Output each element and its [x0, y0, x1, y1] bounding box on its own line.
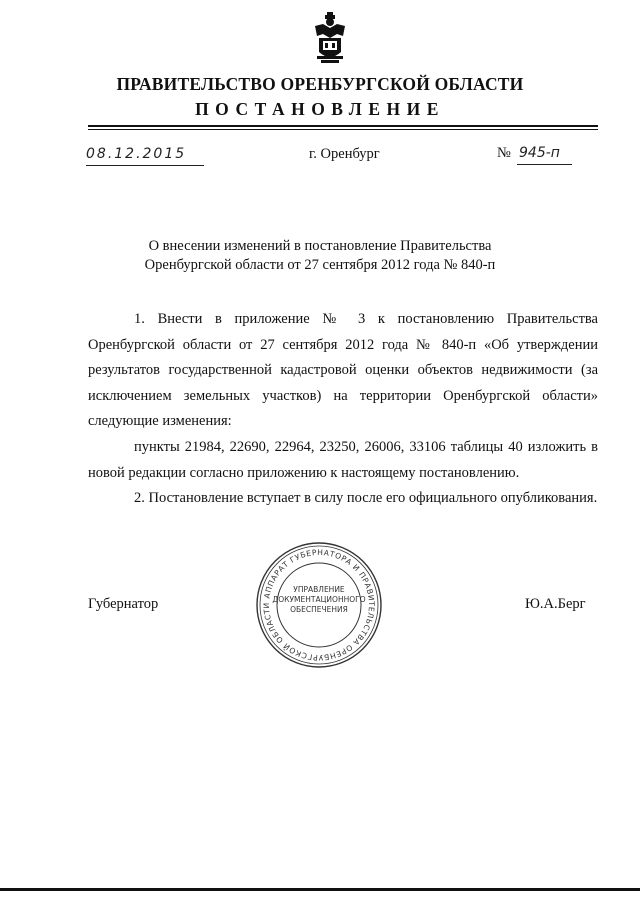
header-rule [88, 125, 598, 127]
number-underline [517, 164, 572, 165]
body-item-1-sub: пункты 21984, 22690, 22964, 23250, 26006, 33106 таблицы 40 изложить в новой редакции согласно приложению к настоящему постановлению. [88, 438, 598, 481]
stamp-center-line-3: ОБЕСПЕЧЕНИЯ [290, 605, 348, 614]
city: г. Оренбург [309, 146, 380, 162]
stamp-center-line-2: ДОКУМЕНТАЦИОННОГО [272, 595, 366, 604]
body-item-1: 1. Внести в приложение № 3 к постановлению Правительства Оренбургской области от 27 сентября 2012 года № 840-п «Об утверждении результатов государственной кадастровой оценки объектов недвижимости (за исключением земельных участков) на территории Оренбургской области» следующие изменения: [88, 311, 598, 430]
coat-of-arms-icon [313, 12, 347, 64]
stamp-center-text [254, 585, 384, 615]
document-body [88, 307, 598, 512]
stamp-center-line-1: УПРАВЛЕНИЕ [293, 585, 345, 594]
document-date [86, 146, 204, 168]
official-stamp [254, 540, 384, 670]
signer-position: Губернатор [88, 596, 159, 612]
date-handwritten: 08.12.2015 [86, 146, 187, 162]
header-rule-thin [88, 129, 598, 130]
date-underline [86, 165, 204, 166]
signer-name: Ю.А.Берг [525, 596, 586, 612]
number-handwritten: 945-п [519, 145, 560, 161]
document-number [497, 145, 597, 167]
subject-line-2: Оренбургской области от 27 сентября 2012 года № 840-п [144, 257, 496, 273]
stamp-ring-text: АППАРАТ ГУБЕРНАТОРА И ПРАВИТЕЛЬСТВА ОРЕНБУРГСКОЙ ОБЛАСТИ [261, 547, 377, 663]
document-type: ПОСТАНОВЛЕНИЕ [195, 99, 445, 119]
number-sign: № [497, 145, 511, 161]
subject-line-1: О внесении изменений в постановление Правительства [148, 238, 492, 254]
organization-title: ПРАВИТЕЛЬСТВО ОРЕНБУРГСКОЙ ОБЛАСТИ [116, 74, 524, 94]
document-subject [0, 237, 640, 275]
body-item-2: 2. Постановление вступает в силу после его официального опубликования. [134, 490, 598, 507]
footer-rule [0, 888, 640, 891]
